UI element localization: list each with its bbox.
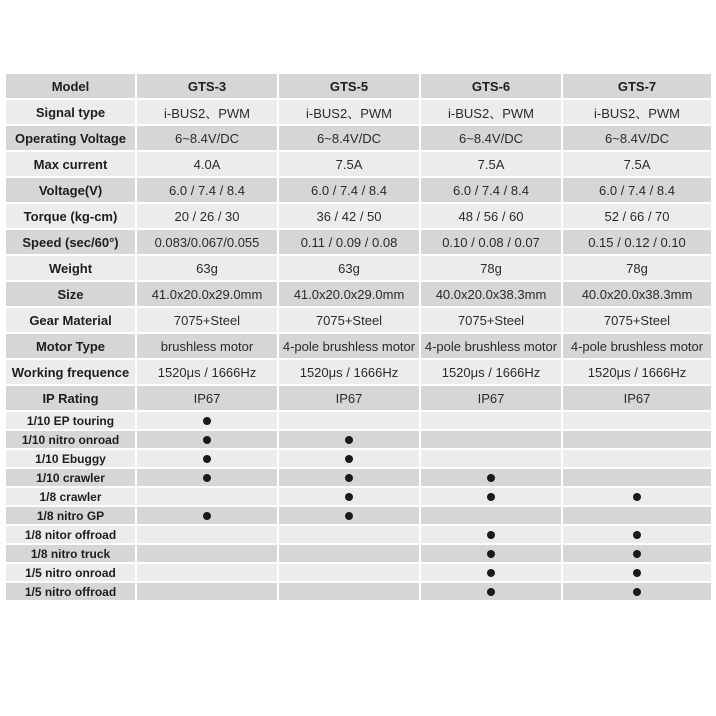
spec-row bbox=[5, 359, 712, 385]
application-row bbox=[5, 563, 712, 582]
spec-value: 6.0 / 7.4 / 8.4 bbox=[562, 177, 712, 203]
spec-value: IP67 bbox=[278, 385, 420, 411]
spec-value: 41.0x20.0x29.0mm bbox=[278, 281, 420, 307]
spec-value: 48 / 56 / 60 bbox=[420, 203, 562, 229]
application-cell bbox=[420, 544, 562, 563]
application-row bbox=[5, 544, 712, 563]
bullet-dot-icon bbox=[487, 493, 495, 501]
spec-value: 0.10 / 0.08 / 0.07 bbox=[420, 229, 562, 255]
spec-row bbox=[5, 99, 712, 125]
application-cell bbox=[278, 544, 420, 563]
application-label: 1/10 EP touring bbox=[5, 411, 136, 430]
spec-row bbox=[5, 333, 712, 359]
bullet-dot-icon bbox=[633, 588, 641, 596]
bullet-dot-icon bbox=[203, 455, 211, 463]
spec-value: 6.0 / 7.4 / 8.4 bbox=[278, 177, 420, 203]
spec-value: 63g bbox=[136, 255, 278, 281]
application-cell bbox=[136, 487, 278, 506]
application-cell bbox=[562, 468, 712, 487]
spec-label: Working frequence bbox=[5, 359, 136, 385]
application-label: 1/8 crawler bbox=[5, 487, 136, 506]
application-label: 1/5 nitro onroad bbox=[5, 563, 136, 582]
spec-label: Gear Material bbox=[5, 307, 136, 333]
bullet-dot-icon bbox=[345, 474, 353, 482]
spec-value: 1520μs / 1666Hz bbox=[278, 359, 420, 385]
spec-value: 41.0x20.0x29.0mm bbox=[136, 281, 278, 307]
spec-value: 4.0A bbox=[136, 151, 278, 177]
application-cell bbox=[420, 506, 562, 525]
application-cell bbox=[562, 411, 712, 430]
bullet-dot-icon bbox=[203, 436, 211, 444]
application-row bbox=[5, 411, 712, 430]
spec-row bbox=[5, 125, 712, 151]
spec-value: 6~8.4V/DC bbox=[278, 125, 420, 151]
spec-label: Weight bbox=[5, 255, 136, 281]
application-cell bbox=[562, 582, 712, 601]
spec-value: 52 / 66 / 70 bbox=[562, 203, 712, 229]
spec-value: 6~8.4V/DC bbox=[136, 125, 278, 151]
bullet-dot-icon bbox=[487, 531, 495, 539]
application-row bbox=[5, 430, 712, 449]
spec-row bbox=[5, 255, 712, 281]
spec-value: 1520μs / 1666Hz bbox=[420, 359, 562, 385]
application-cell bbox=[136, 544, 278, 563]
spec-value: 63g bbox=[278, 255, 420, 281]
header-row bbox=[5, 73, 712, 99]
spec-value: 6~8.4V/DC bbox=[420, 125, 562, 151]
application-cell bbox=[562, 525, 712, 544]
application-label: 1/5 nitro offroad bbox=[5, 582, 136, 601]
bullet-dot-icon bbox=[633, 569, 641, 577]
spec-value: 4-pole brushless motor bbox=[278, 333, 420, 359]
spec-label: Voltage(V) bbox=[5, 177, 136, 203]
spec-row bbox=[5, 229, 712, 255]
spec-value: 6~8.4V/DC bbox=[562, 125, 712, 151]
bullet-dot-icon bbox=[487, 588, 495, 596]
bullet-dot-icon bbox=[487, 474, 495, 482]
spec-row bbox=[5, 281, 712, 307]
application-cell bbox=[136, 582, 278, 601]
spec-label: Size bbox=[5, 281, 136, 307]
application-cell bbox=[136, 430, 278, 449]
spec-value: 0.15 / 0.12 / 0.10 bbox=[562, 229, 712, 255]
header-model-1: GTS-3 bbox=[136, 73, 278, 99]
bullet-dot-icon bbox=[633, 550, 641, 558]
application-cell bbox=[420, 449, 562, 468]
header-model-4: GTS-7 bbox=[562, 73, 712, 99]
spec-label: IP Rating bbox=[5, 385, 136, 411]
application-cell bbox=[278, 430, 420, 449]
application-label: 1/8 nitro GP bbox=[5, 506, 136, 525]
application-cell bbox=[562, 544, 712, 563]
bullet-dot-icon bbox=[203, 474, 211, 482]
application-cell bbox=[278, 449, 420, 468]
application-row bbox=[5, 487, 712, 506]
spec-label: Signal type bbox=[5, 99, 136, 125]
application-cell bbox=[136, 506, 278, 525]
spec-value: IP67 bbox=[136, 385, 278, 411]
bullet-dot-icon bbox=[633, 493, 641, 501]
spec-row bbox=[5, 385, 712, 411]
spec-label: Torque (kg-cm) bbox=[5, 203, 136, 229]
application-cell bbox=[562, 430, 712, 449]
application-cell bbox=[278, 563, 420, 582]
application-cell bbox=[562, 487, 712, 506]
spec-value: 40.0x20.0x38.3mm bbox=[562, 281, 712, 307]
spec-value: 78g bbox=[420, 255, 562, 281]
application-cell bbox=[136, 468, 278, 487]
application-row bbox=[5, 468, 712, 487]
spec-table bbox=[4, 72, 713, 602]
spec-value: 1520μs / 1666Hz bbox=[136, 359, 278, 385]
spec-row bbox=[5, 151, 712, 177]
application-cell bbox=[278, 487, 420, 506]
spec-value: 7075+Steel bbox=[136, 307, 278, 333]
application-cell bbox=[562, 449, 712, 468]
application-cell bbox=[562, 563, 712, 582]
application-cell bbox=[420, 525, 562, 544]
application-row bbox=[5, 525, 712, 544]
spec-value: 4-pole brushless motor bbox=[420, 333, 562, 359]
application-cell bbox=[420, 582, 562, 601]
spec-value: 4-pole brushless motor bbox=[562, 333, 712, 359]
spec-value: 20 / 26 / 30 bbox=[136, 203, 278, 229]
application-cell bbox=[136, 563, 278, 582]
application-cell bbox=[136, 411, 278, 430]
spec-row bbox=[5, 203, 712, 229]
application-cell bbox=[420, 563, 562, 582]
application-cell bbox=[278, 582, 420, 601]
spec-value: 36 / 42 / 50 bbox=[278, 203, 420, 229]
spec-row bbox=[5, 307, 712, 333]
spec-value: i-BUS2、PWM bbox=[562, 99, 712, 125]
spec-label: Operating Voltage bbox=[5, 125, 136, 151]
spec-value: 78g bbox=[562, 255, 712, 281]
application-label: 1/10 crawler bbox=[5, 468, 136, 487]
application-cell bbox=[278, 506, 420, 525]
application-row bbox=[5, 506, 712, 525]
application-label: 1/8 nitor offroad bbox=[5, 525, 136, 544]
bullet-dot-icon bbox=[345, 436, 353, 444]
spec-value: 7075+Steel bbox=[278, 307, 420, 333]
spec-value: 7075+Steel bbox=[562, 307, 712, 333]
application-label: 1/10 Ebuggy bbox=[5, 449, 136, 468]
spec-value: i-BUS2、PWM bbox=[278, 99, 420, 125]
spec-value: 0.083/0.067/0.055 bbox=[136, 229, 278, 255]
bullet-dot-icon bbox=[487, 569, 495, 577]
bullet-dot-icon bbox=[487, 550, 495, 558]
application-cell bbox=[420, 430, 562, 449]
spec-label: Motor Type bbox=[5, 333, 136, 359]
bullet-dot-icon bbox=[203, 417, 211, 425]
application-cell bbox=[278, 525, 420, 544]
bullet-dot-icon bbox=[633, 531, 641, 539]
bullet-dot-icon bbox=[345, 493, 353, 501]
spec-value: 0.11 / 0.09 / 0.08 bbox=[278, 229, 420, 255]
application-cell bbox=[420, 487, 562, 506]
application-cell bbox=[562, 506, 712, 525]
spec-value: brushless motor bbox=[136, 333, 278, 359]
spec-value: 6.0 / 7.4 / 8.4 bbox=[420, 177, 562, 203]
bullet-dot-icon bbox=[203, 512, 211, 520]
application-row bbox=[5, 449, 712, 468]
spec-value: 6.0 / 7.4 / 8.4 bbox=[136, 177, 278, 203]
spec-value: 7.5A bbox=[278, 151, 420, 177]
spec-value: 40.0x20.0x38.3mm bbox=[420, 281, 562, 307]
application-label: 1/8 nitro truck bbox=[5, 544, 136, 563]
spec-value: i-BUS2、PWM bbox=[420, 99, 562, 125]
spec-label: Max current bbox=[5, 151, 136, 177]
application-label: 1/10 nitro onroad bbox=[5, 430, 136, 449]
application-cell bbox=[278, 411, 420, 430]
spec-row bbox=[5, 177, 712, 203]
header-model-3: GTS-6 bbox=[420, 73, 562, 99]
application-cell bbox=[278, 468, 420, 487]
spec-value: 7075+Steel bbox=[420, 307, 562, 333]
spec-value: 7.5A bbox=[562, 151, 712, 177]
bullet-dot-icon bbox=[345, 455, 353, 463]
spec-value: 7.5A bbox=[420, 151, 562, 177]
spec-value: IP67 bbox=[420, 385, 562, 411]
spec-value: IP67 bbox=[562, 385, 712, 411]
spec-value: i-BUS2、PWM bbox=[136, 99, 278, 125]
application-cell bbox=[136, 449, 278, 468]
application-cell bbox=[136, 525, 278, 544]
application-cell bbox=[420, 411, 562, 430]
header-model-2: GTS-5 bbox=[278, 73, 420, 99]
spec-label: Speed (sec/60°) bbox=[5, 229, 136, 255]
bullet-dot-icon bbox=[345, 512, 353, 520]
spec-value: 1520μs / 1666Hz bbox=[562, 359, 712, 385]
application-cell bbox=[420, 468, 562, 487]
application-row bbox=[5, 582, 712, 601]
header-model-label: Model bbox=[5, 73, 136, 99]
